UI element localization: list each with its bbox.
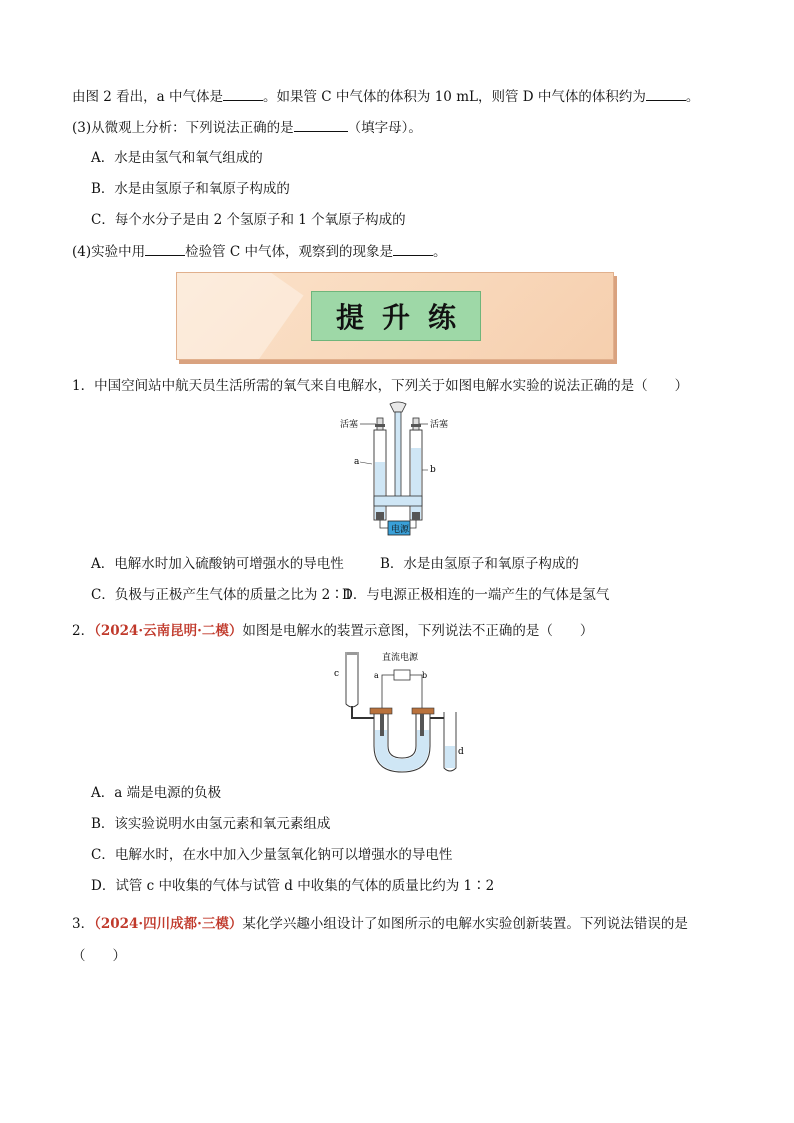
q2-power-label: 直流电源 — [382, 653, 419, 663]
intro-text: 。如果管 C 中气体的体积为 10 mL，则管 D 中气体的体积约为 — [263, 89, 646, 105]
q2-option-a: A．a 端是电源的负极 — [91, 785, 222, 801]
q3-number: 3． — [72, 916, 95, 932]
q2-source: （2024·云南昆明·二模） — [94, 623, 243, 639]
section-banner — [176, 272, 614, 360]
intro-text: 由图 2 看出，a 中气体是 — [72, 89, 224, 105]
banner-title-box — [311, 291, 481, 341]
q1-option-c: C．负极与正极产生气体的质量之比为 2∶1 — [91, 587, 353, 603]
q2-stem-line — [72, 621, 593, 641]
q2-electrolysis-figure — [330, 646, 470, 778]
q1-electrolysis-figure — [334, 400, 464, 548]
q1-label-right: 活塞 — [430, 420, 449, 430]
q1-option-d: D．与电源正极相连的一端产生的气体是氢气 — [342, 587, 610, 603]
q1-option-b: B．水是由氢原子和氧原子构成的 — [380, 556, 579, 572]
q3-option-c: C．每个水分子是由 2 个氢原子和 1 个氧原子构成的 — [91, 212, 406, 228]
q1-stem: 1．中国空间站中航天员生活所需的氧气来自电解水，下列关于如图电解水实验的说法正确的是（ ） — [72, 378, 689, 394]
banner-shine — [176, 272, 304, 360]
q3-option-a: A．水是由氢气和氧气组成的 — [91, 150, 263, 166]
q3-line — [72, 117, 422, 138]
q1-label-b: b — [430, 465, 436, 475]
q1-option-a: A．电解水时加入硫酸钠可增强水的导电性 — [91, 556, 344, 572]
q2-stem: 如图是电解水的装置示意图，下列说法不正确的是（ ） — [242, 623, 594, 639]
q3-text: (3)从微观上分析：下列说法正确的是 — [72, 120, 294, 136]
q3-text: （填字母）。 — [347, 120, 422, 136]
q2-number: 2． — [72, 623, 95, 639]
q4-text: 检验管 C 中气体，观察到的现象是 — [185, 244, 394, 260]
q2-option-b: B．该实验说明水由氢元素和氧元素组成 — [91, 816, 331, 832]
q2-label-d: d — [458, 747, 464, 757]
q4-text: (4)实验中用 — [72, 244, 146, 260]
q3-stem: 某化学兴趣小组设计了如图所示的电解水实验创新装置。下列说法错误的是 — [242, 916, 688, 932]
q2-label-a: a — [374, 671, 379, 680]
q1-label-left: 活塞 — [340, 420, 359, 430]
answer-blank[interactable] — [393, 241, 433, 256]
q3-source: （2024·四川成都·三模） — [94, 916, 243, 932]
q3-option-b: B．水是由氢原子和氧原子构成的 — [91, 181, 290, 197]
answer-blank[interactable] — [145, 241, 185, 256]
q3-paren: （ ） — [72, 948, 126, 964]
q2-option-c: C．电解水时，在水中加入少量氢氧化钠可以增强水的导电性 — [91, 847, 453, 863]
q3-stem-line — [72, 914, 688, 934]
answer-blank[interactable] — [646, 86, 686, 101]
answer-blank[interactable] — [294, 117, 348, 132]
q2-label-c: c — [334, 669, 340, 679]
banner-title: 提升练 — [335, 301, 474, 334]
intro-line-1 — [72, 86, 699, 107]
q1-label-a: a — [354, 457, 360, 467]
q2-option-d: D．试管 c 中收集的气体与试管 d 中收集的气体的质量比约为 1∶2 — [91, 878, 495, 894]
q2-label-b: b — [422, 671, 428, 680]
intro-text: 。 — [685, 89, 700, 105]
answer-blank[interactable] — [223, 86, 263, 101]
q4-text: 。 — [433, 244, 447, 260]
q1-power-label: 电源 — [391, 525, 410, 535]
q4-line — [72, 241, 447, 262]
